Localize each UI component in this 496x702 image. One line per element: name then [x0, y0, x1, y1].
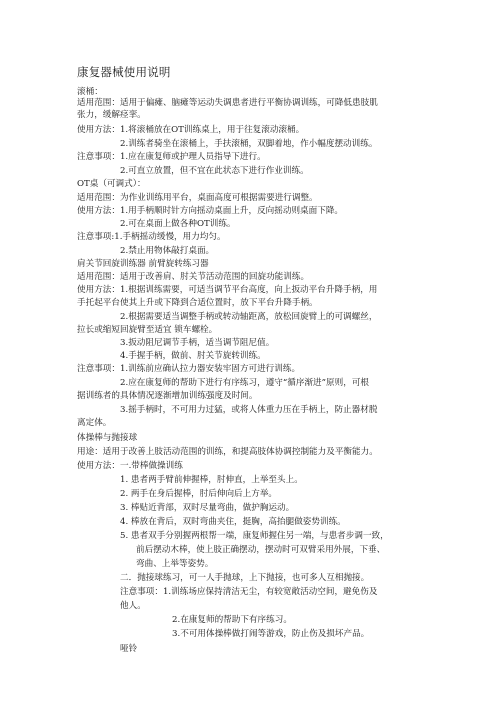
- list-item: 4. 棒放在背后，双时弯曲夹住，挺胸，高抬腿做姿势训练。: [120, 517, 346, 527]
- text-line: 2.根据需要适当调整手柄或转动轴距离，放松回旋臂上的可调螺丝，: [120, 312, 378, 322]
- text-line: 使用方法：1.将滚桶放在OT训练桌上，用于往复滚动滚桶。: [77, 125, 305, 135]
- list-item: 1. 患者两手臂前伸握棒，肘伸直，上举至头上。: [120, 475, 303, 485]
- text-line: 滚桶：: [77, 87, 103, 97]
- text-line: 注意事项:1.手柄摇动缓慢，用力均匀。: [77, 232, 226, 242]
- text-line: 他人。: [120, 601, 146, 611]
- text-line: 使用方法：1.根据训练需要，可适当调节平台高度，向上扳动平台升降手柄，用: [77, 285, 378, 295]
- text-line: OT桌（可调式）：: [77, 179, 146, 189]
- text-line: 弯曲、上举等姿势。: [136, 559, 214, 569]
- text-line: 据训练者的具体情况逐渐增加训练强度及时间。: [77, 391, 258, 401]
- text-line: 2.可在桌面上做各种OT训练。: [120, 219, 236, 229]
- text-line: 3.不可用体操棒做打闹等游戏，防止伤及损坏产品。: [172, 629, 370, 639]
- text-line: 注意事项：1.应在康复师或护理人员指导下进行。: [77, 152, 266, 162]
- text-line: 肩关节回旋训练器 前臂旋转练习器: [77, 259, 209, 269]
- text-line: 使用方法：一.带棒做操训练: [77, 461, 183, 471]
- text-line: 拉长或缩短回旋臂至适宜 锁车螺栓。: [77, 325, 218, 335]
- text-line: 二．抛接球练习，可一人手抛球，上下抛接，也可多人互相抛接。: [120, 573, 370, 583]
- text-line: 体操棒与抛接球: [77, 433, 138, 443]
- document-title: 康复器械使用说明: [77, 65, 171, 79]
- text-line: 2.应在康复师的帮助下进行有序练习，遵守“循序渐进”原则，可根: [120, 378, 370, 388]
- text-line: 2.禁止用物体敲打桌面。: [120, 246, 215, 256]
- text-line: 张力，缓解痉挛。: [77, 110, 146, 120]
- text-line: 适用范围：适用于改善肩、肘关节活动范围的回旋功能训练。: [77, 272, 310, 282]
- text-line: 离定体。: [77, 418, 112, 428]
- text-line: 4.手握手柄，做前、肘关节旋转训练。: [120, 351, 266, 361]
- text-line: 注意事项：1.训练场应保持清洁无尘，有较宽敞活动空间，避免伤及: [120, 587, 378, 597]
- text-line: 3.扳动阻尼调节手柄，适当调节阻尼值。: [120, 338, 275, 348]
- text-line: 适用范围：为作业训练用平台，桌面高度可根据需要进行调整。: [77, 193, 318, 203]
- text-line: 适用范围：适用于偏瘫、脑瘫等运动失调患者进行平衡协调训练，可降低患肢肌: [77, 98, 378, 108]
- list-item: 3. 棒贴近背部，双时尽量弯曲，做护胸运动。: [120, 503, 295, 513]
- text-line: 哑铃: [120, 644, 138, 654]
- text-line: 2.训练者骑坐在滚桶上，手扶滚桶，双脚着地，作小幅度摆动训练。: [120, 139, 378, 149]
- text-line: 2.可直立放置，但不宜在此状态下进行作业训练。: [120, 166, 309, 176]
- text-line: 使用方法：1.用手柄顺时针方向摇动桌面上升，反向摇动则桌面下降。: [77, 206, 344, 216]
- text-line: 手托起平台使其上升或下降到合适位置时，放下平台升降手柄。: [77, 298, 318, 308]
- text-line: 前后摆动木棒，使上肢正确摆动，摆动时可双臂采用外展，下垂、: [136, 545, 386, 555]
- text-line: 用途：适用于改善上肢活动范围的训练，和提高肢体协调控制能力及平衡能力。: [77, 447, 378, 457]
- list-item: 2. 两手在身后握棒，肘后伸向后上方举。: [120, 489, 278, 499]
- text-line: 注意事项：1.训练前应确认拉力器安装牢固方可进行训练。: [77, 364, 301, 374]
- list-item: 5. 患者双手分别握两根帮一端，康复师握住另一端，与患者步调一致，: [120, 531, 389, 541]
- text-line: 2.在康复师的帮助下有序练习。: [172, 615, 292, 625]
- text-line: 3.摇手柄时，不可用力过猛，或将人体重力压在手柄上，防止器材脱: [120, 405, 378, 415]
